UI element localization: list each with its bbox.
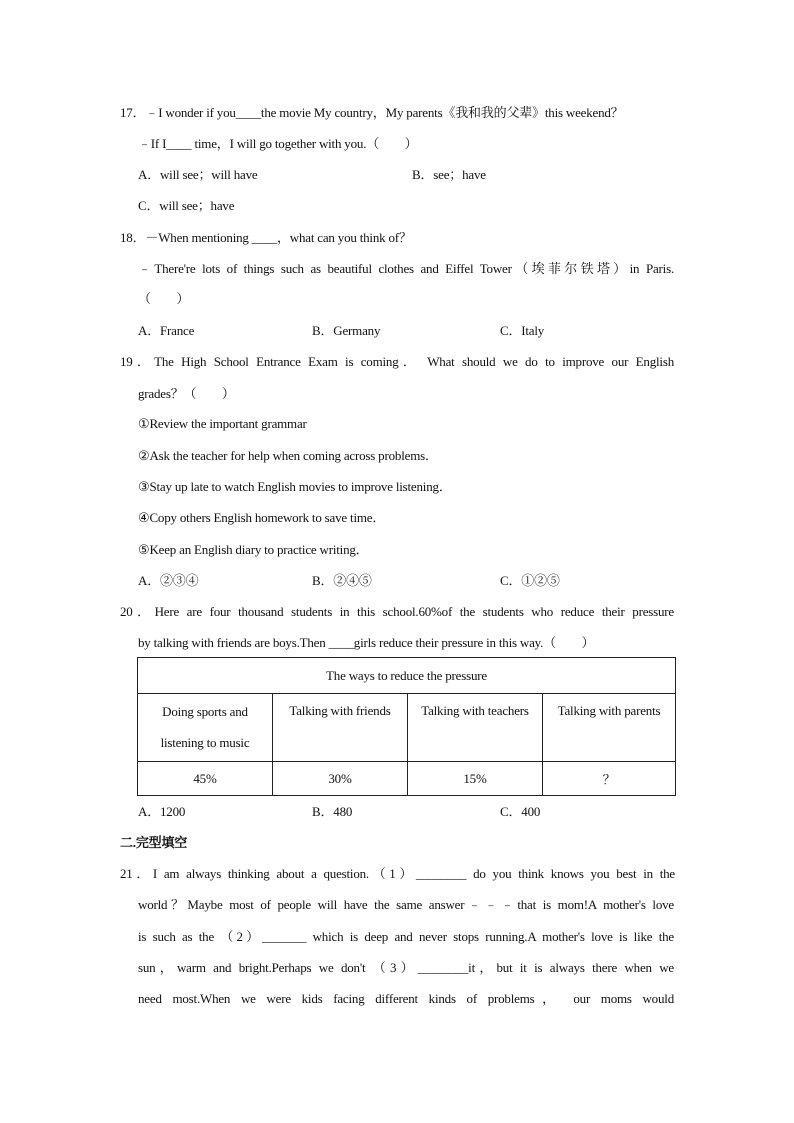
table-header-cell: Talking with teachers	[408, 694, 543, 762]
table-row	[138, 762, 676, 796]
q19-item-2: ②Ask the teacher for help when coming across problems．	[138, 448, 438, 463]
q18-option-b: B．Germany	[312, 323, 381, 338]
table-header-cell: Talking with parents	[543, 694, 676, 762]
table-header-cell: Doing sports and listening to music	[138, 694, 273, 762]
q17-option-c: C．will see；have	[138, 198, 235, 213]
q17-option-b: B．see；have	[412, 167, 486, 182]
q18-option-a: A．France	[138, 323, 195, 338]
q18-reply: ﹣There're lots of things such as beautiful clothes and Eiffel Tower（埃菲尔铁塔）in Paris.	[138, 261, 674, 276]
q19-item-1: ①Review the important grammar	[138, 416, 307, 431]
q19-stem-cont: grades？（ ）	[138, 386, 235, 401]
q19-item-4: ④Copy others English homework to save time．	[138, 510, 386, 525]
q19-stem: 19．The High School Entrance Exam is coming． What should we do to improve our English	[120, 354, 674, 369]
q17-stem: 17．﹣I wonder if you____the movie My country，My parents《我和我的父辈》this weekend？	[120, 105, 624, 120]
section-title: 二.完型填空	[120, 835, 188, 850]
q19-option-c: C．①②⑤	[500, 573, 560, 588]
q21-line-3: is such as the （2）_______ which is deep and never stops running.A mother's love is like the	[138, 929, 674, 944]
pressure-table	[137, 657, 676, 796]
q19-option-a: A．②③④	[138, 573, 199, 588]
q20-option-c: C．400	[500, 804, 541, 819]
table-cell: 15%	[408, 762, 543, 796]
q20-stem: 20．Here are four thousand students in this school.60%of the students who reduce their pressure	[120, 604, 674, 619]
q20-stem-cont: by talking with friends are boys.Then ____girls reduce their pressure in this way.（ ）	[138, 635, 595, 650]
table-caption: The ways to reduce the pressure	[138, 658, 676, 694]
q19-option-b: B．②④⑤	[312, 573, 372, 588]
q21-line-5: need most.When we were kids facing different kinds of problems， our moms would	[138, 991, 674, 1006]
table-cell: 45%	[138, 762, 273, 796]
q17-reply: ﹣If I____ time，I will go together with you.（ ）	[138, 136, 418, 151]
table-header-cell: Talking with friends	[273, 694, 408, 762]
q19-item-3: ③Stay up late to watch English movies to improve listening．	[138, 479, 452, 494]
q21-line-4: sun，warm and bright.Perhaps we don't （3）________it，but it is always there when we	[138, 960, 674, 975]
q18-stem: 18．－When mentioning ____，what can you think of？	[120, 230, 412, 245]
q19-item-5: ⑤Keep an English diary to practice writing．	[138, 542, 369, 557]
q18-bracket: （ ）	[138, 291, 190, 306]
table-row	[138, 694, 676, 762]
q21-line-1: 21．I am always thinking about a question.（1）________ do you think knows you best in the	[120, 866, 675, 881]
table-cell: 30%	[273, 762, 408, 796]
table-row	[138, 658, 676, 694]
q21-line-2: world？Maybe most of people will have the same answer﹣﹣﹣that is mom!A mother's love	[138, 897, 674, 912]
table-cell: ？	[543, 762, 676, 796]
q18-option-c: C．Italy	[500, 323, 545, 338]
q20-option-b: B．480	[312, 804, 353, 819]
q17-option-a: A．will see；will have	[138, 167, 258, 182]
q20-option-a: A．1200	[138, 804, 186, 819]
